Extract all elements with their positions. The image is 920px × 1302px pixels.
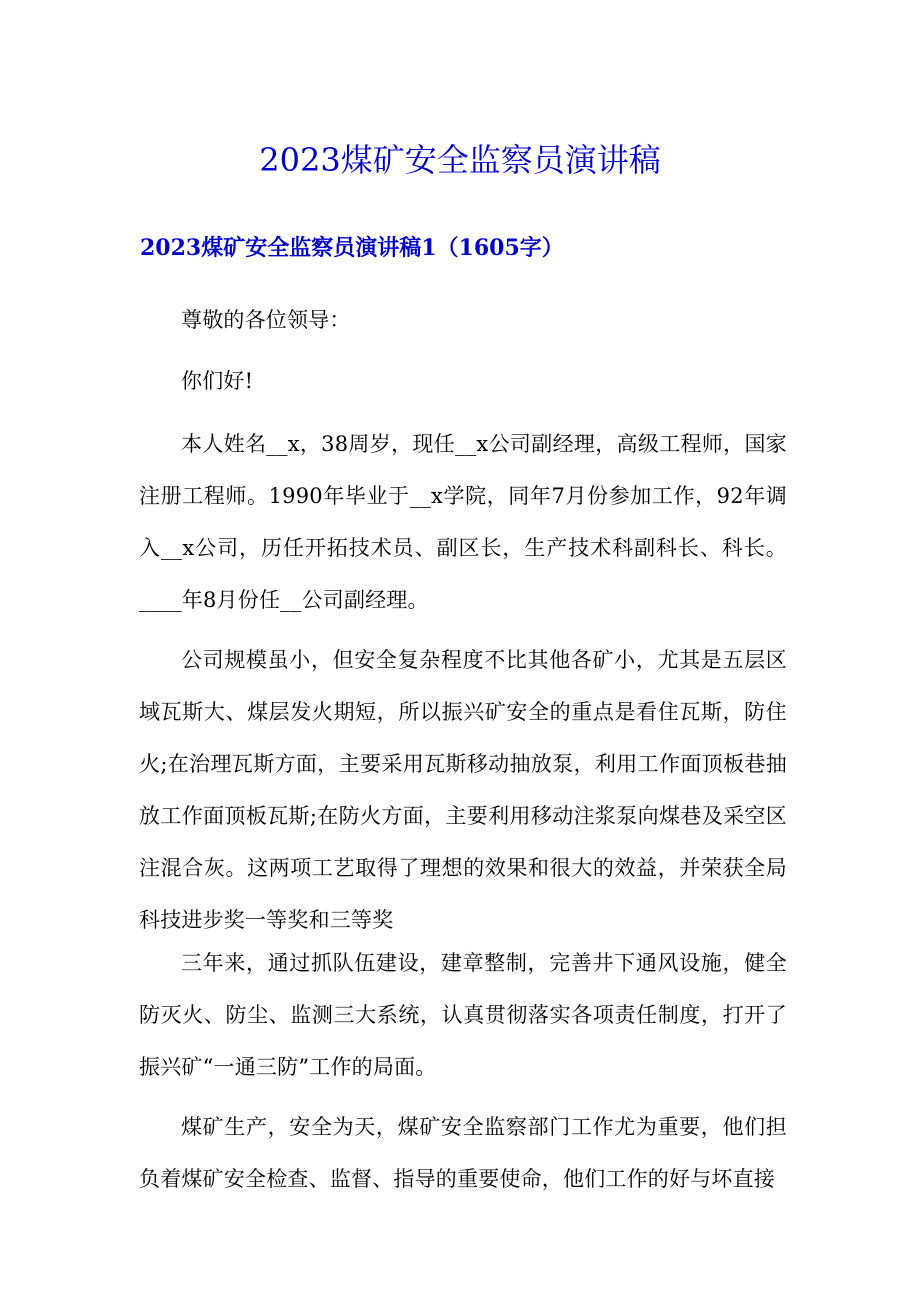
three-years-paragraph: 三年来，通过抓队伍建设，建章整制，完善井下通风设施，健全防灭火、防尘、监测三大系统，认真贯彻落实各项责任制度，打开了振兴矿“一通三防”工作的局面。 [139, 951, 787, 1079]
greeting-paragraph: 你们好! [181, 369, 254, 393]
self-introduction-paragraph: 本人姓名__x，38周岁，现任__x公司副经理，高级工程师，国家注册工程师。1990年毕业于__x学院，同年7月份参加工作，92年调入__x公司，历任开拓技术员、副区长，生产技术科副科长、科长。____年8月份任__公司副经理。 [139, 432, 787, 612]
document-title: 2023煤矿安全监察员演讲稿 [259, 141, 661, 179]
company-safety-paragraph: 公司规模虽小，但安全复杂程度不比其他各矿小，尤其是五层区域瓦斯大、煤层发火期短，所以振兴矿安全的重点是看住瓦斯，防住火;在治理瓦斯方面，主要采用瓦斯移动抽放泵，利用工作面顶板巷抽放工作面顶板瓦斯;在防火方面，主要利用移动注浆泵向煤巷及采空区注混合灰。这两项工艺取得了理想的效果和很大的效益，并荣获全局科技进步奖一等奖和三等奖 [139, 648, 787, 932]
mining-safety-paragraph: 煤矿生产，安全为天，煤矿安全监察部门工作尤为重要，他们担负着煤矿安全检查、监督、指导的重要使命，他们工作的好与坏直接 [139, 1115, 787, 1191]
section-heading: 2023煤矿安全监察员演讲稿1（1605字） [140, 235, 564, 261]
salutation-paragraph: 尊敬的各位领导： [181, 308, 351, 332]
